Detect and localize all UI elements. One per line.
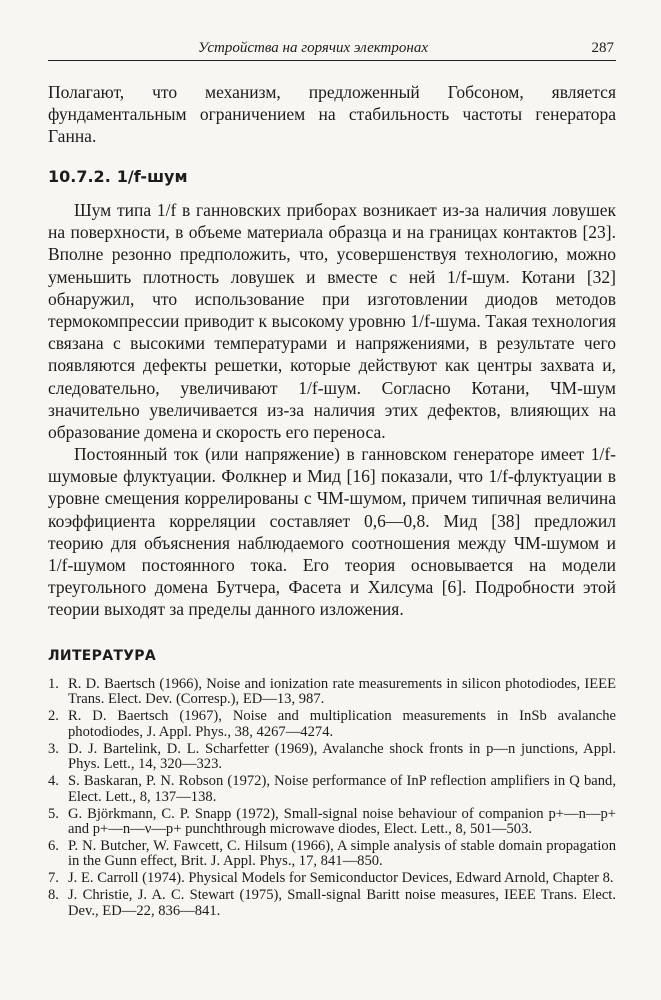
references-heading: ЛИТЕРАТУРА <box>48 648 156 664</box>
reference-text: R. D. Baertsch (1966), Noise and ionization rate measurements in silicon photodiodes, IEEE Trans. Elect. Dev. (Corresp.), ED—13, 987. <box>68 676 616 708</box>
section-heading <box>48 167 188 186</box>
reference-number: 2. <box>48 708 59 725</box>
running-header <box>48 38 616 61</box>
reference-item <box>48 839 616 870</box>
reference-number: 7. <box>48 870 59 887</box>
body-paragraph-2: Постоянный ток (или напряжение) в ганновском генераторе имеет 1/f-шумовые флуктуации. Фолкнер и Мид [16] показали, что 1/f-флуктуации в уровне смещения коррелированы с ЧМ-шумом, причем типичная величина коэффициента корреляции составляет 0,6—0,8. Мид [38] предложил теорию для объяснения наблюдаемого соотношения между ЧМ-шумом и 1/f-шумом постоянного тока. Его теория основывается на модели треугольного домена Бутчера, Фасета и Хилсума [6]. Подробности этой теории выходят за пределы данного изложения. <box>48 444 616 620</box>
references-list <box>48 677 616 921</box>
reference-item <box>48 888 616 919</box>
reference-text: J. Christie, J. A. C. Stewart (1975), Small-signal Baritt noise measures, IEEE Trans. Elect. Dev., ED—22, 836—841. <box>68 887 616 919</box>
reference-item <box>48 807 616 838</box>
intro-paragraph: Полагают, что механизм, предложенный Гобсоном, является фундаментальным ограничением на стабильность частоты генератора Ганна. <box>48 82 616 147</box>
reference-number: 5. <box>48 805 59 822</box>
page-number: 287 <box>591 40 614 56</box>
reference-item <box>48 742 616 773</box>
reference-text: P. N. Butcher, W. Fawcett, C. Hilsum (1966), A simple analysis of stable domain propagation in the Gunn effect, Brit. J. Appl. Phys., 17, 841—850. <box>68 838 616 870</box>
reference-number: 1. <box>48 676 59 692</box>
reference-item <box>48 774 616 805</box>
section-number: 10.7.2. <box>48 167 111 186</box>
reference-number: 6. <box>48 838 59 855</box>
reference-item <box>48 871 616 886</box>
reference-number: 8. <box>48 887 59 904</box>
reference-number: 4. <box>48 773 59 790</box>
reference-text: J. E. Carroll (1974). Physical Models for Semiconductor Devices, Edward Arnold, Chapter 8. <box>68 870 614 887</box>
reference-item <box>48 677 616 708</box>
reference-number: 3. <box>48 740 59 757</box>
reference-text: S. Baskaran, P. N. Robson (1972), Noise performance of InP reflection amplifiers in Q band, Elect. Lett., 8, 137—138. <box>68 773 616 805</box>
section-title: 1/f-шум <box>116 167 188 186</box>
reference-text: R. D. Baertsch (1967), Noise and multiplication measurements in InSb avalanche photodiodes, J. Appl. Phys., 38, 4267—4274. <box>68 708 616 740</box>
reference-item <box>48 709 616 740</box>
running-title: Устройства на горячих электронах <box>198 40 428 56</box>
reference-text: D. J. Bartelink, D. L. Scharfetter (1969), Avalanche shock fronts in p—n junctions, Appl. Phys. Lett., 14, 320—323. <box>68 740 616 773</box>
body-paragraph-1: Шум типа 1/f в ганновских приборах возникает из-за наличия ловушек на поверхности, в объеме материала образца и на границах контактов [23]. Вполне резонно предположить, что, усовершенствуя технологию, можно уменьшить плотность ловушек и вместе с ней 1/f-шум. Котани [32] обнаружил, что использование при изготовлении диодов методов термокомпрессии приводит к высокому уровню 1/f-шума. Такая технология связана с высокими температурами и напряжениями, в результате чего появляются дефекты решетки, которые действуют как центры захвата и, следовательно, увеличивают 1/f-шум. Согласно Котани, ЧМ-шум значительно увеличивается из-за наличия этих дефектов, влияющих на образование домена и скорость его переноса. <box>48 200 616 443</box>
reference-text: G. Björkmann, C. P. Snapp (1972), Small-signal noise behaviour of companion p+—n—p+ and p+—n—ν—p+ punchthrough microwave diodes, Elect. Lett., 8, 501—503. <box>68 805 616 838</box>
